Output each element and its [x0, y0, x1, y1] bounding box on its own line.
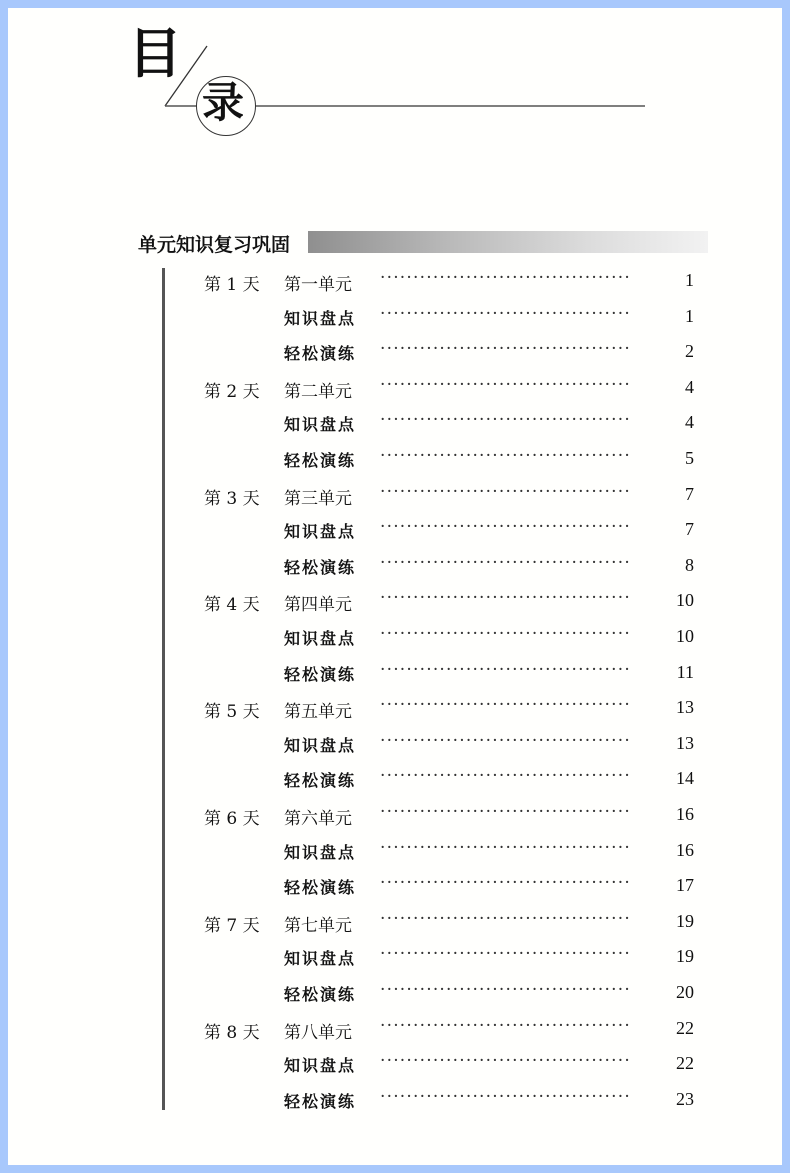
toc-page-number: 19 — [676, 946, 694, 967]
toc-entry[interactable] — [0, 552, 790, 585]
toc-entry-title: 轻松演练 — [284, 1091, 357, 1111]
dot-leader: ······································ — [380, 873, 631, 894]
title-decoration-lines — [0, 0, 790, 200]
dot-leader: ······································ — [380, 481, 631, 502]
toc-entry[interactable] — [0, 374, 790, 407]
toc-entry-title: 轻松演练 — [284, 451, 357, 470]
toc-entry-title: 知识盘点 — [284, 308, 357, 328]
toc-title-char-mu: 目 — [128, 21, 182, 85]
toc-entry-title: 轻松演练 — [284, 557, 357, 577]
toc-entry[interactable] — [0, 626, 790, 656]
toc-page-number: 7 — [685, 519, 694, 540]
toc-page-number: 2 — [685, 341, 694, 362]
toc-entry-title: 轻松演练 — [284, 664, 357, 684]
toc-page-number: 11 — [676, 661, 694, 682]
toc-entry[interactable] — [0, 1086, 790, 1119]
toc-day-label: 第 3 天 — [204, 488, 260, 509]
toc-page-number: 4 — [685, 412, 694, 433]
toc-entry-title: 知识盘点 — [284, 629, 357, 648]
toc-entry[interactable] — [0, 768, 790, 798]
toc-entry[interactable] — [0, 448, 790, 478]
toc-page-number: 20 — [676, 982, 694, 1002]
dot-leader: ······································ — [380, 303, 631, 324]
toc-entry[interactable] — [0, 1053, 790, 1083]
dot-leader: ······································ — [380, 446, 631, 466]
toc-entry[interactable] — [0, 697, 790, 727]
toc-entry-title: 轻松演练 — [284, 985, 357, 1004]
toc-entry[interactable] — [0, 1015, 790, 1048]
toc-entry-title: 第五单元 — [284, 702, 352, 723]
toc-page-number: 16 — [676, 804, 694, 824]
toc-entry-title: 第一单元 — [284, 275, 352, 295]
toc-entry[interactable] — [0, 341, 790, 371]
toc-page-number: 13 — [676, 697, 694, 718]
toc-page-number: 10 — [676, 626, 694, 646]
dot-leader: ······································ — [380, 624, 631, 644]
dot-leader: ······································ — [380, 339, 631, 360]
toc-entry[interactable] — [0, 412, 790, 442]
dot-leader: ······································ — [380, 944, 631, 965]
toc-day-label: 第 1 天 — [204, 275, 260, 295]
dot-leader: ······································ — [380, 766, 631, 787]
toc-entry[interactable] — [0, 270, 790, 300]
toc-page-number: 13 — [676, 732, 694, 753]
dot-leader: ······································ — [380, 659, 631, 680]
toc-entry-title: 轻松演练 — [284, 878, 357, 898]
toc-entry-title: 第二单元 — [284, 381, 352, 402]
toc-entry[interactable] — [0, 804, 790, 834]
section-heading: 单元知识复习巩固 — [138, 234, 291, 256]
dot-leader: ······································ — [380, 908, 631, 929]
toc-day-label: 第 2 天 — [204, 381, 260, 402]
toc-entry-title: 轻松演练 — [284, 771, 357, 791]
dot-leader: ······································ — [380, 374, 631, 395]
toc-day-label: 第 4 天 — [204, 595, 260, 616]
toc-entry-title: 知识盘点 — [284, 842, 357, 862]
toc-title-char-lu: 录 — [202, 78, 245, 127]
dot-leader: ······································ — [380, 268, 631, 288]
toc-day-label: 第 8 天 — [204, 1022, 260, 1043]
toc-page-number: 8 — [685, 554, 694, 575]
toc-page-number: 19 — [676, 910, 694, 931]
toc-entry[interactable] — [0, 982, 790, 1012]
toc-entry[interactable] — [0, 875, 790, 905]
toc-entry-title: 第三单元 — [284, 488, 352, 509]
toc-entry-title: 知识盘点 — [284, 415, 357, 435]
dot-leader: ······································ — [380, 802, 631, 822]
toc-entry[interactable] — [0, 837, 790, 870]
toc-day-label: 第 6 天 — [204, 809, 260, 829]
toc-page-number: 10 — [676, 590, 694, 611]
dot-leader: ······································ — [380, 552, 631, 573]
toc-entry[interactable] — [0, 303, 790, 336]
toc-entry-title: 知识盘点 — [284, 1056, 357, 1076]
dot-leader: ······································ — [380, 517, 631, 538]
toc-entry[interactable] — [0, 659, 790, 692]
toc-page-number: 16 — [676, 839, 694, 860]
dot-leader: ······································ — [380, 837, 631, 858]
toc-entry[interactable] — [0, 908, 790, 941]
dot-leader: ······································ — [380, 588, 631, 609]
toc-entry-title: 第八单元 — [284, 1022, 352, 1043]
toc-page-number: 22 — [676, 1053, 694, 1074]
dot-leader: ······································ — [380, 1051, 631, 1072]
toc-page-number: 17 — [676, 875, 694, 896]
toc-entry-title: 第四单元 — [284, 595, 352, 616]
dot-leader: ······································ — [380, 1015, 631, 1036]
toc-entry[interactable] — [0, 946, 790, 976]
toc-page-number: 22 — [676, 1017, 694, 1038]
toc-entry-title: 知识盘点 — [284, 735, 357, 755]
section-heading-bar — [308, 231, 708, 253]
dot-leader: ······································ — [380, 730, 631, 751]
dot-leader: ······································ — [380, 980, 631, 1000]
toc-day-label: 第 5 天 — [204, 702, 260, 723]
toc-page-number: 1 — [685, 305, 694, 326]
dot-leader: ······································ — [380, 1086, 631, 1107]
toc-page-number: 4 — [685, 376, 694, 397]
toc-day-label: 第 7 天 — [204, 915, 260, 936]
toc-entry-title: 第七单元 — [284, 915, 352, 936]
toc-page-number: 5 — [685, 448, 694, 468]
dot-leader: ······································ — [380, 695, 631, 716]
toc-entry[interactable] — [0, 481, 790, 514]
toc-entry[interactable] — [0, 519, 790, 549]
toc-entry-title: 第六单元 — [284, 809, 352, 829]
toc-entry-title: 知识盘点 — [284, 949, 357, 969]
toc-entry-title: 知识盘点 — [284, 522, 357, 542]
toc-entry[interactable] — [0, 730, 790, 763]
toc-entry-title: 轻松演练 — [284, 344, 357, 364]
toc-page-number: 23 — [676, 1088, 694, 1109]
dot-leader: ······································ — [380, 410, 631, 431]
toc-page-number: 1 — [685, 270, 694, 290]
toc-page-number: 14 — [676, 768, 694, 789]
toc-page-number: 7 — [685, 483, 694, 504]
toc-entry[interactable] — [0, 590, 790, 620]
